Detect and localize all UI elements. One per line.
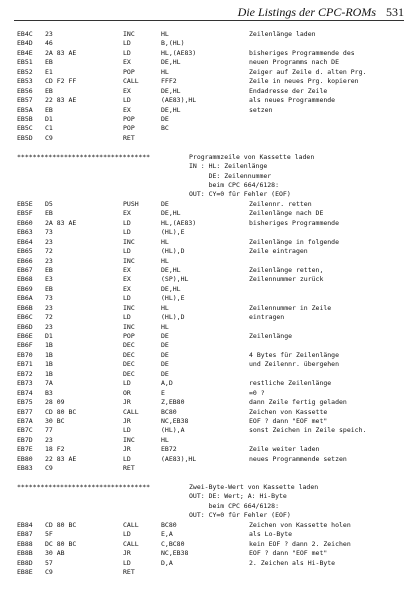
code-line	[17, 39, 413, 48]
page-header	[0, 3, 418, 25]
code-line	[17, 68, 413, 77]
opcode-bytes: 23	[45, 322, 53, 331]
opcode-bytes: 5F	[45, 530, 53, 539]
comment: Endadresse der Zeile	[249, 86, 328, 95]
comment: Zeile in neues Prg. kopieren	[249, 77, 359, 86]
address: EB71	[17, 360, 33, 369]
address: EB75	[17, 398, 33, 407]
comment: =0 ?	[249, 388, 265, 397]
address: EB72	[17, 369, 33, 378]
section-header-line	[17, 153, 413, 162]
mnemonic: RET	[123, 464, 135, 473]
comment: neuen Programms nach DE	[249, 58, 340, 67]
code-line	[17, 389, 413, 398]
opcode-bytes: 73	[45, 294, 53, 303]
code-line	[17, 445, 413, 454]
code-line	[17, 115, 413, 124]
operand: DE,HL	[161, 105, 181, 114]
comment: bisheriges Programmende	[249, 218, 340, 227]
mnemonic: CALL	[123, 520, 139, 529]
section-io-line	[17, 172, 413, 181]
address: EB6D	[17, 322, 33, 331]
code-line	[17, 266, 413, 275]
comment: als Lo-Byte	[249, 530, 293, 539]
address: EB66	[17, 256, 33, 265]
section-io-line	[17, 190, 413, 199]
address: EB65	[17, 247, 33, 256]
opcode-bytes: 72	[45, 313, 53, 322]
address: EB73	[17, 379, 33, 388]
address: EB4E	[17, 48, 33, 57]
mnemonic: EX	[123, 105, 131, 114]
address: EB51	[17, 58, 33, 67]
opcode-bytes: C9	[45, 133, 53, 142]
code-line	[17, 417, 413, 426]
code-line	[17, 30, 413, 39]
opcode-bytes: 1B	[45, 369, 53, 378]
code-line	[17, 257, 413, 266]
blank-line	[17, 474, 413, 483]
mnemonic: LD	[123, 454, 131, 463]
operand: FFF2	[161, 77, 177, 86]
address: EB7A	[17, 416, 33, 425]
address: EB8D	[17, 558, 33, 567]
opcode-bytes: E1	[45, 67, 53, 76]
operand: HL	[161, 237, 169, 246]
code-line	[17, 351, 413, 360]
address: EB4C	[17, 30, 33, 38]
code-line	[17, 436, 413, 445]
opcode-bytes: CD F2 FF	[45, 77, 77, 86]
section-io-line	[17, 511, 413, 520]
opcode-bytes: 72	[45, 247, 53, 256]
comment: 4 Bytes für Zeilenlänge	[249, 350, 340, 359]
comment: neues Programmende setzen	[249, 454, 347, 463]
operand: (HL),E	[161, 294, 185, 303]
mnemonic: JR	[123, 416, 131, 425]
section-io-description: DE: Zeilennummer	[189, 171, 272, 180]
code-line	[17, 275, 413, 284]
section-io-description: IN : HL: Zeilenlänge	[189, 162, 268, 171]
code-line	[17, 77, 413, 86]
mnemonic: INC	[123, 322, 135, 331]
mnemonic: LD	[123, 247, 131, 256]
mnemonic: DEC	[123, 360, 135, 369]
opcode-bytes: 23	[45, 237, 53, 246]
opcode-bytes: EB	[45, 265, 53, 274]
code-line	[17, 134, 413, 143]
section-title: Programmzeile von Kassette laden	[189, 152, 315, 161]
mnemonic: EX	[123, 209, 131, 218]
comment: restliche Zeilenlänge	[249, 379, 332, 388]
opcode-bytes: 23	[45, 303, 53, 312]
code-line	[17, 294, 413, 303]
page-number: 531	[386, 5, 404, 19]
code-line	[17, 398, 413, 407]
comment: 2. Zeichen als Hi-Byte	[249, 558, 336, 567]
opcode-bytes: 18 F2	[45, 445, 65, 454]
operand: DE,HL	[161, 284, 181, 293]
opcode-bytes: DC 80 BC	[45, 539, 77, 548]
operand: BC80	[161, 520, 177, 529]
code-line	[17, 426, 413, 435]
address: EB80	[17, 454, 33, 463]
code-line	[17, 247, 413, 256]
mnemonic: DEC	[123, 341, 135, 350]
code-line	[17, 106, 413, 115]
mnemonic: CALL	[123, 539, 139, 548]
opcode-bytes: EB	[45, 209, 53, 218]
operand: HL	[161, 303, 169, 312]
address: EB60	[17, 218, 33, 227]
address: EB6C	[17, 313, 33, 322]
code-line	[17, 219, 413, 228]
section-io-description: OUT: CY=0 für Fehler (EOF)	[189, 511, 291, 520]
opcode-bytes: 46	[45, 39, 53, 48]
comment: Zeilennummer in Zeile	[249, 303, 332, 312]
mnemonic: PUSH	[123, 199, 139, 208]
opcode-bytes: EB	[45, 58, 53, 67]
operand: DE,HL	[161, 86, 181, 95]
address: EB64	[17, 237, 33, 246]
mnemonic: POP	[123, 114, 135, 123]
opcode-bytes: 57	[45, 558, 53, 567]
comment: sonst Zeichen in Zeile speich.	[249, 426, 367, 435]
comment: Zeilenlänge in folgende	[249, 237, 340, 246]
code-line	[17, 521, 413, 530]
mnemonic: LD	[123, 294, 131, 303]
mnemonic: LD	[123, 96, 131, 105]
code-line	[17, 455, 413, 464]
comment: Zeilenlänge laden	[249, 30, 316, 38]
code-line	[17, 58, 413, 67]
mnemonic: LD	[123, 39, 131, 48]
comment: Zeichen von Kassette holen	[249, 520, 351, 529]
code-line	[17, 228, 413, 237]
address: EB5E	[17, 199, 33, 208]
section-header-line	[17, 483, 413, 492]
mnemonic: EX	[123, 58, 131, 67]
mnemonic: RET	[123, 133, 135, 142]
mnemonic: INC	[123, 435, 135, 444]
mnemonic: DEC	[123, 350, 135, 359]
opcode-bytes: 1B	[45, 360, 53, 369]
opcode-bytes: 2A 83 AE	[45, 218, 77, 227]
blank-line	[17, 143, 413, 152]
section-io-description: OUT: DE: Wert; A: Hi-Byte	[189, 492, 287, 501]
code-line	[17, 341, 413, 350]
address: EB7D	[17, 435, 33, 444]
opcode-bytes: 22 83 AE	[45, 96, 77, 105]
address: EB70	[17, 350, 33, 359]
operand: Z,EB80	[161, 398, 185, 407]
address: EB67	[17, 265, 33, 274]
code-line	[17, 530, 413, 539]
address: EB56	[17, 86, 33, 95]
code-line	[17, 49, 413, 58]
mnemonic: POP	[123, 332, 135, 340]
address: EB5A	[17, 105, 33, 114]
mnemonic: LD	[123, 379, 131, 388]
address: EB8E	[17, 567, 33, 576]
comment: kein EOF ? dann 2. Zeichen	[249, 539, 351, 548]
code-line	[17, 559, 413, 568]
operand: HL	[161, 322, 169, 331]
section-io-line	[17, 492, 413, 501]
opcode-bytes: 23	[45, 435, 53, 444]
comment: als neues Programmende	[249, 96, 336, 105]
operand: A,D	[161, 379, 173, 388]
mnemonic: JR	[123, 398, 131, 407]
operand: DE,HL	[161, 58, 181, 67]
address: EB84	[17, 520, 33, 529]
code-line	[17, 360, 413, 369]
address: EB63	[17, 228, 33, 237]
mnemonic: JR	[123, 549, 131, 558]
section-io-line	[17, 502, 413, 511]
code-line	[17, 124, 413, 133]
address: EB6F	[17, 341, 33, 350]
address: EB5F	[17, 209, 33, 218]
operand: HL	[161, 30, 169, 38]
mnemonic: CALL	[123, 407, 139, 416]
code-line	[17, 285, 413, 294]
operand: (AE83),HL	[161, 454, 197, 463]
opcode-bytes: CD 80 BC	[45, 520, 77, 529]
running-title: Die Listings der CPC-ROMs	[237, 5, 376, 19]
section-separator: **********************************	[17, 483, 151, 491]
mnemonic: LD	[123, 218, 131, 227]
code-line	[17, 332, 413, 341]
opcode-bytes: 28 09	[45, 398, 65, 407]
operand: HL	[161, 256, 169, 265]
comment: dann Zeile fertig geladen	[249, 398, 347, 407]
operand: DE	[161, 199, 169, 208]
operand: HL	[161, 67, 169, 76]
operand: (HL),A	[161, 426, 185, 435]
address: EB74	[17, 388, 33, 397]
code-line	[17, 408, 413, 417]
opcode-bytes: E3	[45, 275, 53, 284]
mnemonic: LD	[123, 426, 131, 435]
mnemonic: EX	[123, 265, 131, 274]
operand: DE	[161, 350, 169, 359]
opcode-bytes: C1	[45, 124, 53, 133]
comment: Zeilenlänge nach DE	[249, 209, 324, 218]
operand: DE	[161, 114, 169, 123]
section-io-description: beim CPC 664/6128:	[189, 501, 280, 510]
code-line	[17, 464, 413, 473]
operand: (SP),HL	[161, 275, 189, 284]
opcode-bytes: D5	[45, 199, 53, 208]
comment: Zeile weiter laden	[249, 445, 320, 454]
opcode-bytes: 1B	[45, 350, 53, 359]
section-separator: **********************************	[17, 152, 151, 161]
operand: BC	[161, 124, 169, 133]
operand: DE,HL	[161, 265, 181, 274]
mnemonic: DEC	[123, 369, 135, 378]
opcode-bytes: 73	[45, 228, 53, 237]
address: EB7C	[17, 426, 33, 435]
address: EB5D	[17, 133, 33, 142]
code-line	[17, 313, 413, 322]
operand: DE	[161, 360, 169, 369]
operand: HL,(AE83)	[161, 48, 197, 57]
address: EB5B	[17, 114, 33, 123]
address: EB6B	[17, 303, 33, 312]
address: EB6E	[17, 332, 33, 340]
address: EB7E	[17, 445, 33, 454]
opcode-bytes: EB	[45, 284, 53, 293]
address: EB5C	[17, 124, 33, 133]
opcode-bytes: C9	[45, 464, 53, 473]
mnemonic: INC	[123, 303, 135, 312]
code-line	[17, 549, 413, 558]
section-io-description: OUT: CY=0 für Fehler (EOF)	[189, 190, 291, 199]
mnemonic: EX	[123, 284, 131, 293]
comment: Zeiger auf Zeile d. alten Prg.	[249, 67, 367, 76]
comment: EOF ? dann "EOF met"	[249, 549, 328, 558]
comment: Zeichen von Kassette	[249, 407, 328, 416]
comment: Zeile eintragen	[249, 247, 308, 256]
opcode-bytes: 22 83 AE	[45, 454, 77, 463]
code-line	[17, 568, 413, 577]
comment: Zeilennummer zurück	[249, 275, 324, 284]
mnemonic: LD	[123, 48, 131, 57]
comment: EOF ? dann "EOF met"	[249, 416, 328, 425]
address: EB83	[17, 464, 33, 473]
code-line	[17, 304, 413, 313]
operand: (HL),D	[161, 247, 185, 256]
operand: B,(HL)	[161, 39, 185, 48]
mnemonic: CALL	[123, 77, 139, 86]
opcode-bytes: EB	[45, 105, 53, 114]
operand: EB72	[161, 445, 177, 454]
code-line	[17, 323, 413, 332]
mnemonic: LD	[123, 558, 131, 567]
comment: und Zeilennr. übergehen	[249, 360, 340, 369]
mnemonic: LD	[123, 228, 131, 237]
mnemonic: INC	[123, 237, 135, 246]
address: EB77	[17, 407, 33, 416]
opcode-bytes: B3	[45, 388, 53, 397]
operand: BC80	[161, 407, 177, 416]
operand: DE,HL	[161, 209, 181, 218]
code-line	[17, 379, 413, 388]
code-line	[17, 238, 413, 247]
operand: D,A	[161, 558, 173, 567]
operand: HL,(AE83)	[161, 218, 197, 227]
mnemonic: POP	[123, 124, 135, 133]
operand: NC,EB38	[161, 549, 189, 558]
address: EB87	[17, 530, 33, 539]
opcode-bytes: D1	[45, 114, 53, 123]
mnemonic: EX	[123, 275, 131, 284]
header-rule	[14, 20, 404, 21]
mnemonic: RET	[123, 567, 135, 576]
opcode-bytes: 30 BC	[45, 416, 65, 425]
opcode-bytes: 77	[45, 426, 53, 435]
section-io-line	[17, 162, 413, 171]
comment: Zeilenlänge	[249, 332, 293, 340]
mnemonic: JR	[123, 445, 131, 454]
address: EB57	[17, 96, 33, 105]
comment: Zeilenlänge retten,	[249, 265, 324, 274]
operand: E	[161, 388, 165, 397]
opcode-bytes: 30 AB	[45, 549, 65, 558]
address: EB4D	[17, 39, 33, 48]
address: EB8B	[17, 549, 33, 558]
comment: bisheriges Programmende des	[249, 48, 355, 57]
operand: (HL),E	[161, 228, 185, 237]
mnemonic: POP	[123, 67, 135, 76]
mnemonic: INC	[123, 256, 135, 265]
opcode-bytes: 23	[45, 30, 53, 38]
comment: Zeilennr. retten	[249, 199, 312, 208]
address: EB68	[17, 275, 33, 284]
operand: (HL),D	[161, 313, 185, 322]
opcode-bytes: 1B	[45, 341, 53, 350]
operand: DE	[161, 332, 169, 340]
code-line	[17, 87, 413, 96]
operand: HL	[161, 435, 169, 444]
operand: C,BC80	[161, 539, 185, 548]
opcode-bytes: C9	[45, 567, 53, 576]
code-line	[17, 209, 413, 218]
operand: E,A	[161, 530, 173, 539]
operand: DE	[161, 341, 169, 350]
code-line	[17, 370, 413, 379]
comment: eintragen	[249, 313, 285, 322]
code-line	[17, 96, 413, 105]
mnemonic: EX	[123, 86, 131, 95]
address: EB52	[17, 67, 33, 76]
opcode-bytes: CD 80 BC	[45, 407, 77, 416]
section-title: Zwei-Byte-Wert von Kassette laden	[189, 483, 319, 491]
mnemonic: INC	[123, 30, 135, 38]
opcode-bytes: 23	[45, 256, 53, 265]
opcode-bytes: 2A 83 AE	[45, 48, 77, 57]
opcode-bytes: D1	[45, 332, 53, 340]
address: EB69	[17, 284, 33, 293]
comment: setzen	[249, 105, 273, 114]
address: EB6A	[17, 294, 33, 303]
opcode-bytes: 7A	[45, 379, 53, 388]
code-line	[17, 540, 413, 549]
operand: NC,EB38	[161, 416, 189, 425]
mnemonic: LD	[123, 313, 131, 322]
mnemonic: OR	[123, 388, 131, 397]
opcode-bytes: EB	[45, 86, 53, 95]
mnemonic: LD	[123, 530, 131, 539]
assembly-listing	[17, 30, 413, 577]
operand: DE	[161, 369, 169, 378]
address: EB53	[17, 77, 33, 86]
code-line	[17, 200, 413, 209]
section-io-line	[17, 181, 413, 190]
operand: (AE83),HL	[161, 96, 197, 105]
address: EB88	[17, 539, 33, 548]
section-io-description: beim CPC 664/6128:	[189, 181, 280, 189]
